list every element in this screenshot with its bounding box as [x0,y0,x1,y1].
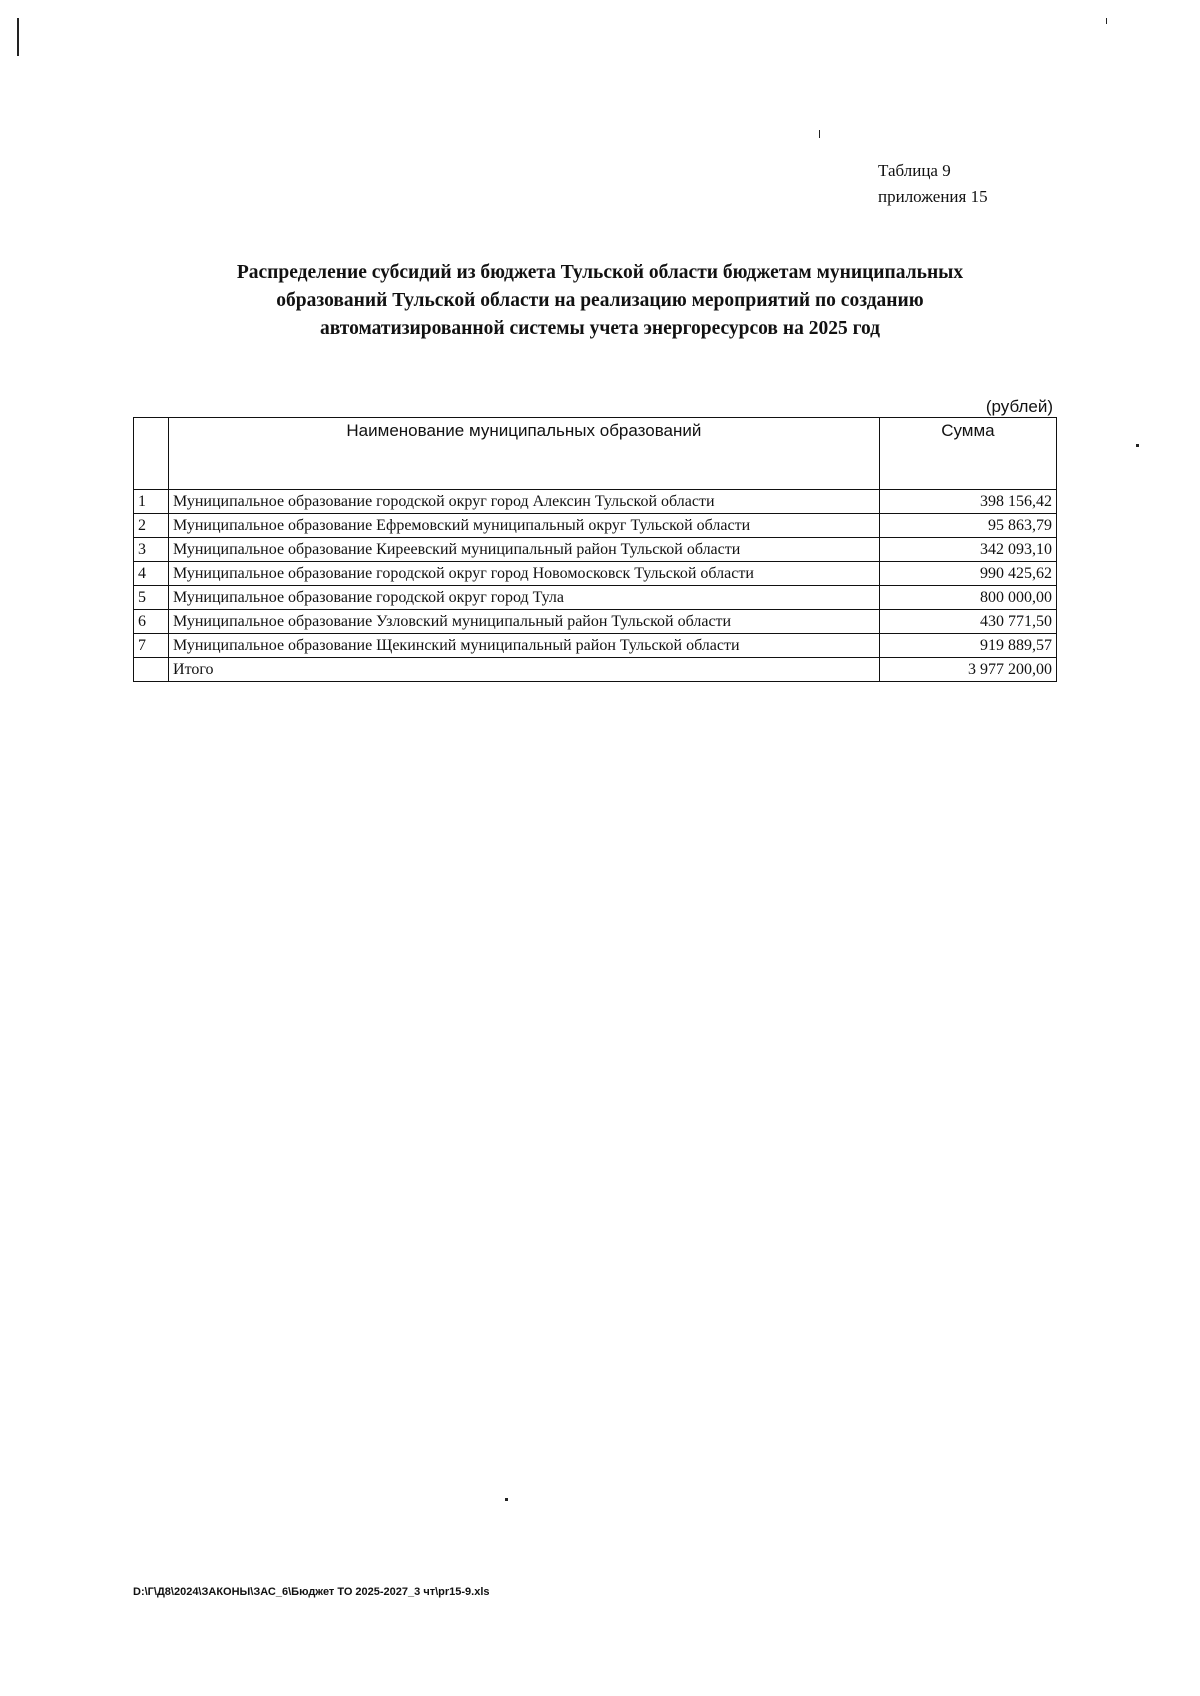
scan-artifact-line [17,18,19,56]
row-name: Муниципальное образование городской округ город Новомосковск Тульской области [169,562,880,586]
table-header-row [134,418,1057,490]
total-number [134,658,169,682]
units-label: (рублей) [985,397,1053,416]
row-number: 5 [134,586,169,610]
table-reference [878,158,988,210]
header-sum: Сумма [879,418,1056,490]
row-sum: 919 889,57 [879,634,1056,658]
row-number: 7 [134,634,169,658]
total-label: Итого [169,658,880,682]
table-total-row [134,658,1057,682]
file-path: D:\Г\Д8\2024\ЗАКОНЫ\ЗАС_6\Бюджет ТО 2025-2027_3 чт\pr15-9.xls [133,1586,490,1598]
row-sum: 800 000,00 [879,586,1056,610]
row-name: Муниципальное образование городской округ город Алексин Тульской области [169,490,880,514]
row-name: Муниципальное образование Узловский муниципальный район Тульской области [169,610,880,634]
row-number: 3 [134,538,169,562]
row-sum: 95 863,79 [879,514,1056,538]
row-sum: 990 425,62 [879,562,1056,586]
row-name: Муниципальное образование Щекинский муниципальный район Тульской области [169,634,880,658]
row-sum: 342 093,10 [879,538,1056,562]
appendix-number: приложения 15 [878,187,988,206]
scan-artifact-dot [1106,18,1107,24]
table-row [134,610,1057,634]
header-number [134,418,169,490]
row-number: 6 [134,610,169,634]
subsidy-table [133,417,1057,682]
row-number: 2 [134,514,169,538]
row-name: Муниципальное образование Киреевский муниципальный район Тульской области [169,538,880,562]
scan-artifact-dot [505,1498,508,1501]
row-sum: 430 771,50 [879,610,1056,634]
row-number: 1 [134,490,169,514]
total-sum: 3 977 200,00 [879,658,1056,682]
title-line-2: образований Тульской области на реализацию мероприятий по созданию [276,290,924,311]
document-title [130,259,1070,343]
table-row [134,514,1057,538]
title-line-3: автоматизированной системы учета энергоресурсов на 2025 год [320,318,880,339]
row-sum: 398 156,42 [879,490,1056,514]
scan-artifact-dot [1136,444,1139,447]
table-number: Таблица 9 [878,161,951,180]
table-row [134,634,1057,658]
row-name: Муниципальное образование городской округ город Тула [169,586,880,610]
table-row [134,562,1057,586]
table-row [134,538,1057,562]
table-row [134,490,1057,514]
table-row [134,586,1057,610]
row-name: Муниципальное образование Ефремовский муниципальный округ Тульской области [169,514,880,538]
scan-artifact-dot [819,130,820,138]
header-name: Наименование муниципальных образований [169,418,880,490]
title-line-1: Распределение субсидий из бюджета Тульской области бюджетам муниципальных [236,262,964,283]
row-number: 4 [134,562,169,586]
